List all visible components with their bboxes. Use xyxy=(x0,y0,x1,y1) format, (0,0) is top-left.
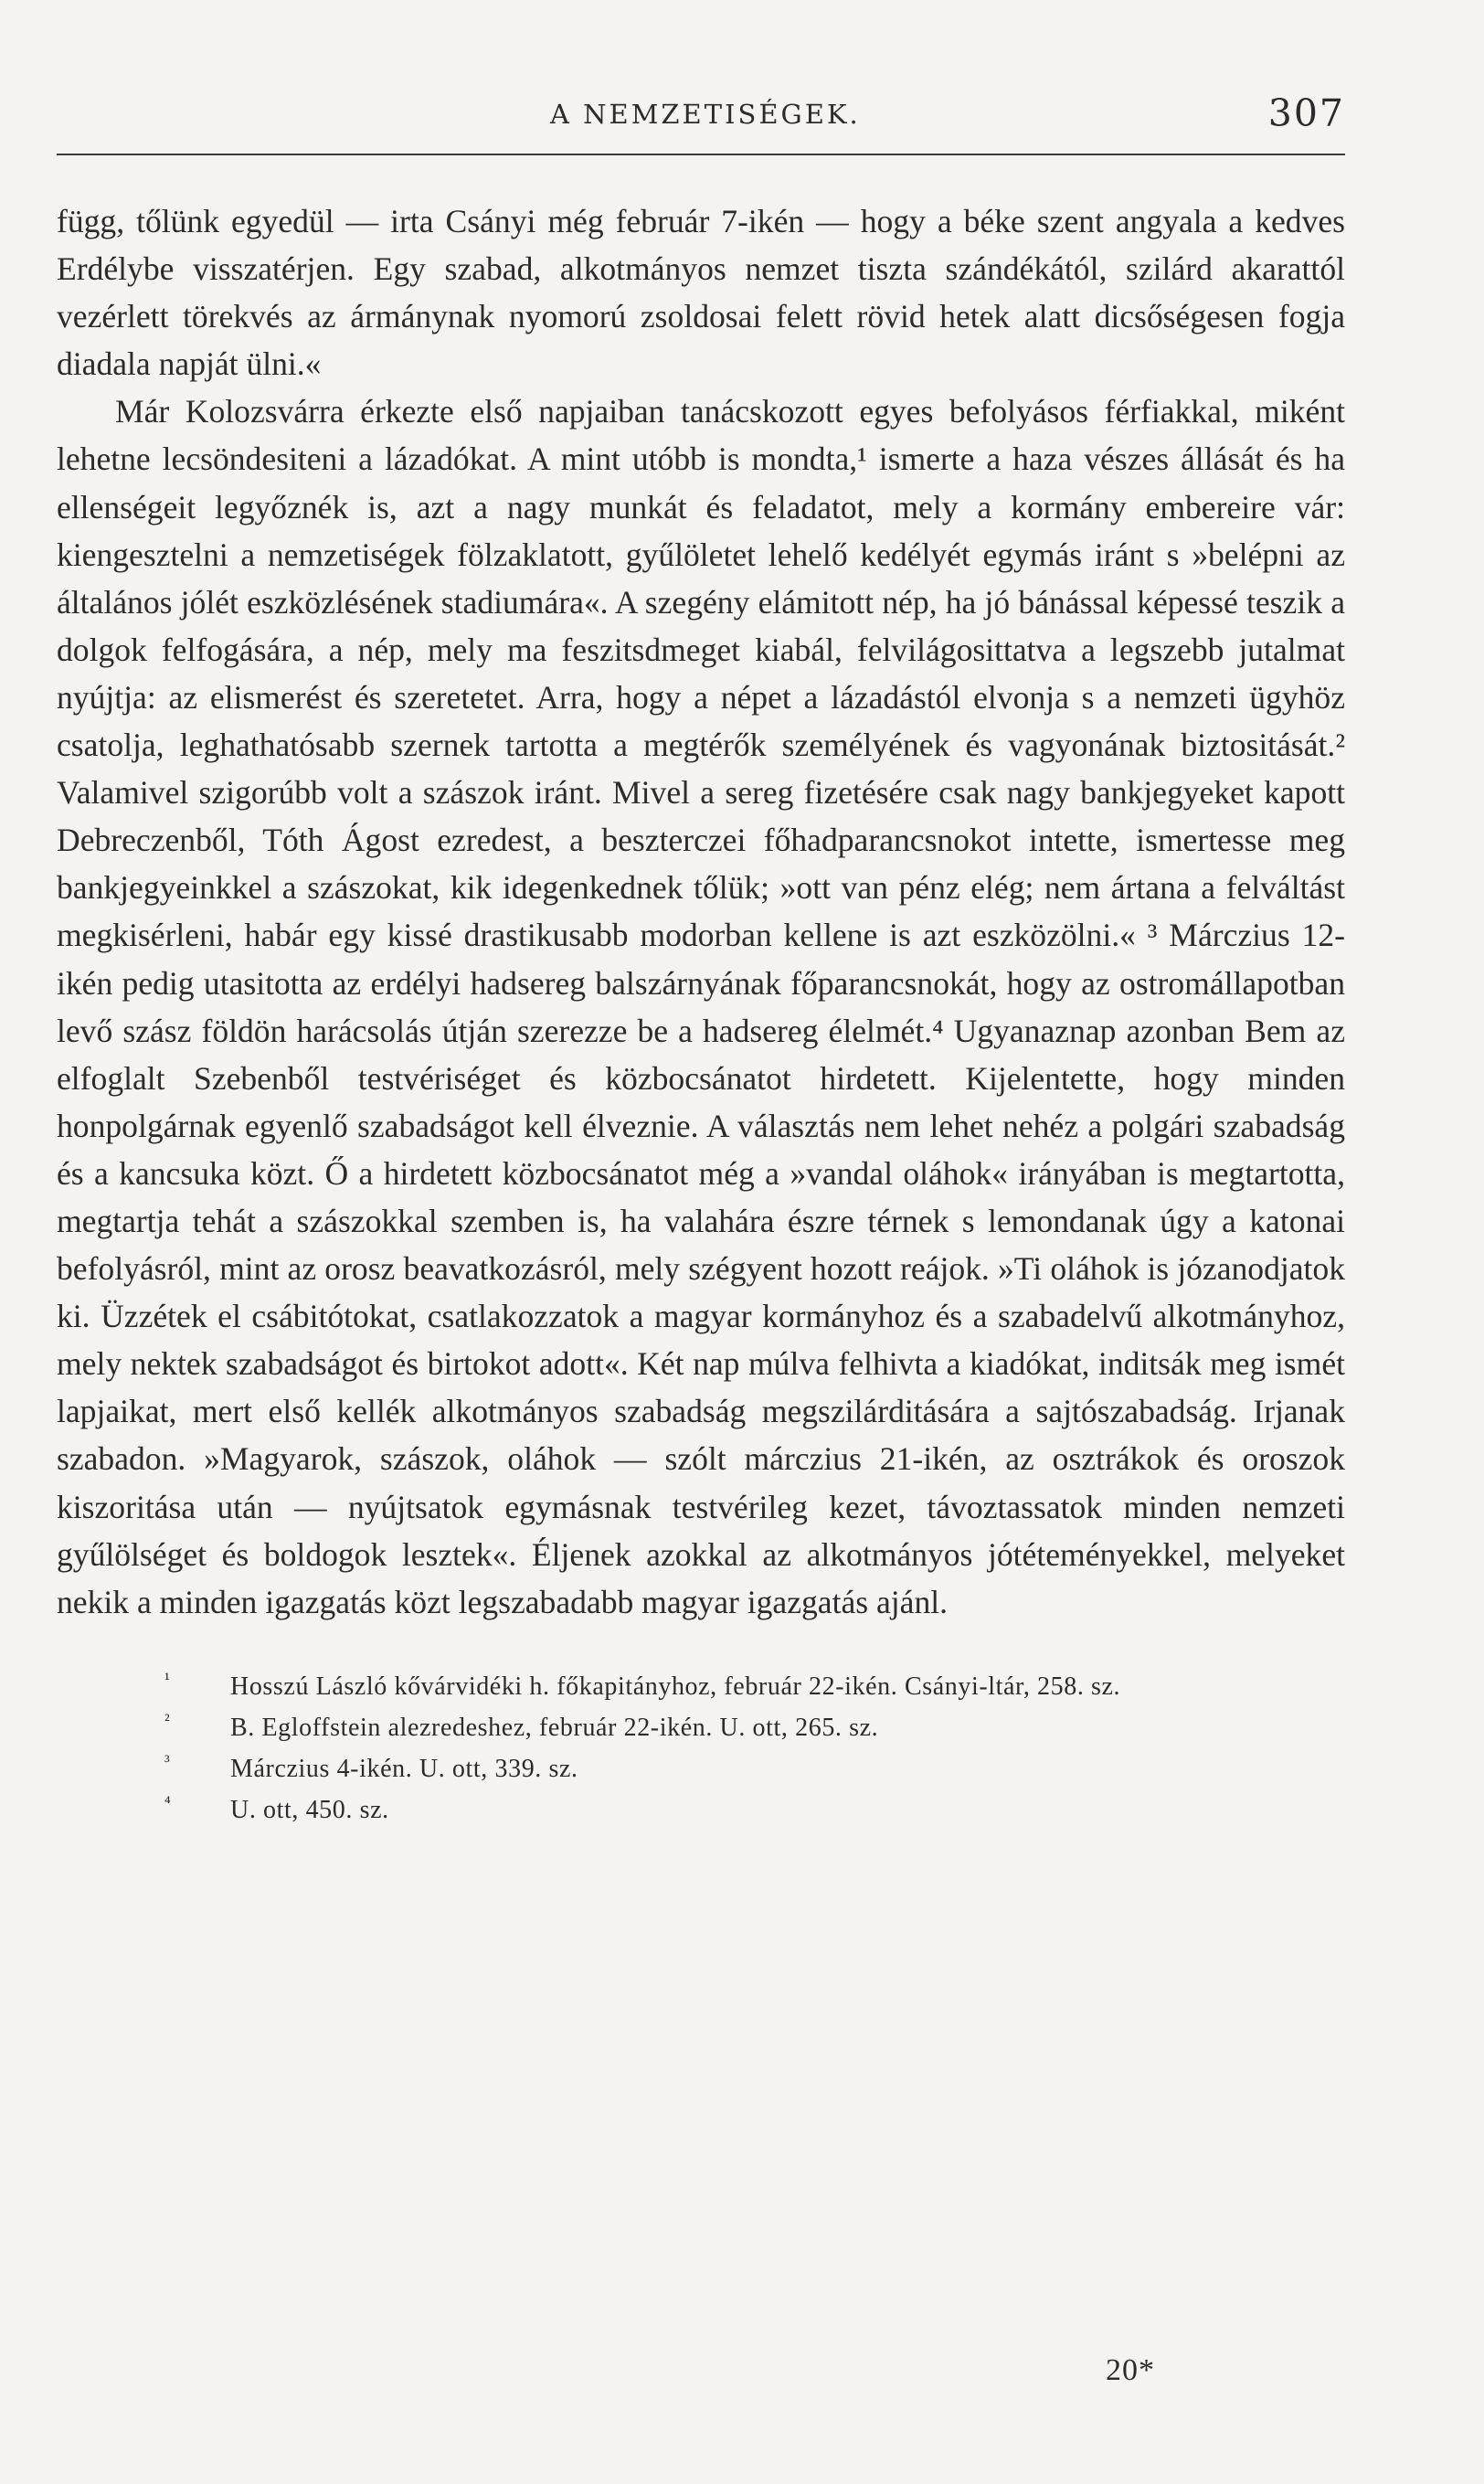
footnote-text: U. ott, 450. sz. xyxy=(230,1795,389,1824)
page-header xyxy=(57,91,1345,155)
footnote-text: Márczius 4-ikén. U. ott, 339. sz. xyxy=(230,1754,578,1783)
footnote-mark: ⁴ xyxy=(164,1792,172,1812)
footnote xyxy=(57,1666,1345,1707)
paragraph-continued: függ, tőlünk egyedül — irta Csányi még február 7-ikén — hogy a béke szent angyala a kedves Erdélybe visszatérjen. Egy szabad, alkotmányos nemzet tiszta szándékától, szilárd akarattól vezérlett törekvés az ármánynak nyomorú zsoldosai felett rövid hetek alatt dicsőségesen fogja diadala napját ülni.« xyxy=(57,203,1345,383)
footnote-mark: ¹ xyxy=(164,1669,171,1689)
paragraph: Már Kolozsvárra érkezte első napjaiban tanácskozott egyes befolyásos férfiakkal, miként lehetne lecsöndesiteni a lázadókat. A mint utóbb is mondta,¹ ismerte a haza vészes állását és ha ellenségeit legyőznék is, azt a nagy munkát és feladatot, mely a kormány embereire vár: kiengesztelni a nemzetiségek fölzaklatott, gyűlöletet lehelő kedélyét egymás iránt s »belépni az általános jólét eszközlésének stadiumára«. A szegény elámitott nép, ha jó bánással képessé teszik a dolgok felfogására, a nép, mely ma feszitsdmeget kiabál, felvilágosittatva a legszebb jutalmat nyújtja: az elismerést és szeretetet. Arra, hogy a népet a lázadástól elvonja s a nemzeti ügyhöz csatolja, leghathatósabb szernek tartotta a megtérők személyének és vagyonának biztositását.² Valamivel szigorúbb volt a szászok iránt. Mivel a sereg fizetésére csak nagy bankjegyeket kapott Debreczenből, Tóth Ágost ezredest, a beszterczei főhadparancsnokot intette, ismertesse meg bankjegyeinkkel a szászokat, kik idegenkednek tőlük; »ott van pénz elég; nem ártana a felváltást megkisérleni, habár egy kissé drastikusabb modorban kellene is azt eszközölni.« ³ Márczius 12-ikén pedig utasitotta az erdélyi hadsereg balszárnyának főparancsnokát, hogy az ostromállapotban levő szász földön harácsolás útján szerezze be a hadsereg élelmét.⁴ Ugyanaznap azonban Bem az elfoglalt Szebenből testvériséget és közbocsánatot hirdetett. Kijelentette, hogy minden honpolgárnak egyenlő szabadságot kell élveznie. A választás nem lehet nehéz a polgári szabadság és a kancsuka közt. Ő a hirdetett közbocsánatot még a »vandal oláhok« irányában is megtartotta, megtartja tehát a szászokkal szemben is, ha valahára észre térnek s lemondanak úgy a katonai befolyásról, mint az orosz beavatkozásról, mely szégyent hozott reájok. »Ti oláhok is józanodjatok ki. Üzzétek el csábitótokat, csatlakozzatok a magyar kormányhoz és a szabadelvű alkotmányhoz, mely nektek szabadságot és birtokot adott«. Két nap múlva felhivta a kiadókat, inditsák meg ismét lapjaikat, mert első kellék alkotmányos szabadság megszilárditására a sajtószabadság. Irjanak szabadon. »Magyarok, szászok, oláhok — szólt márczius 21-ikén, az osztrákok és oroszok kiszoritása után — nyújtsatok egymásnak testvérileg kezet, távoztassatok minden nemzeti gyűlölséget és boldogok lesztek«. Éljenek azokkal az alkotmányos jótéteményekkel, melyeket nekik a minden igazgatás közt legszabadabb magyar igazgatás ajánl. xyxy=(57,393,1345,1620)
footnote-text: B. Egloffstein alezredeshez, február 22-ikén. U. ott, 265. sz. xyxy=(230,1713,879,1742)
running-head: A NEMZETISÉGEK. xyxy=(550,99,861,130)
book-page xyxy=(57,91,1345,1831)
footnote-mark: ³ xyxy=(164,1751,171,1771)
footnote xyxy=(57,1789,1345,1831)
page-number: 307 xyxy=(1267,91,1345,135)
footnote-mark: ² xyxy=(164,1710,171,1730)
footnote-text: Hosszú László kővárvidéki h. főkapitányhoz, február 22-ikén. Csányi-ltár, 258. sz. xyxy=(230,1672,1121,1701)
footnotes xyxy=(57,1666,1345,1831)
body-text xyxy=(57,197,1345,1626)
footnote xyxy=(57,1707,1345,1748)
footnote xyxy=(57,1748,1345,1789)
signature-mark: 20* xyxy=(1106,2353,1155,2387)
